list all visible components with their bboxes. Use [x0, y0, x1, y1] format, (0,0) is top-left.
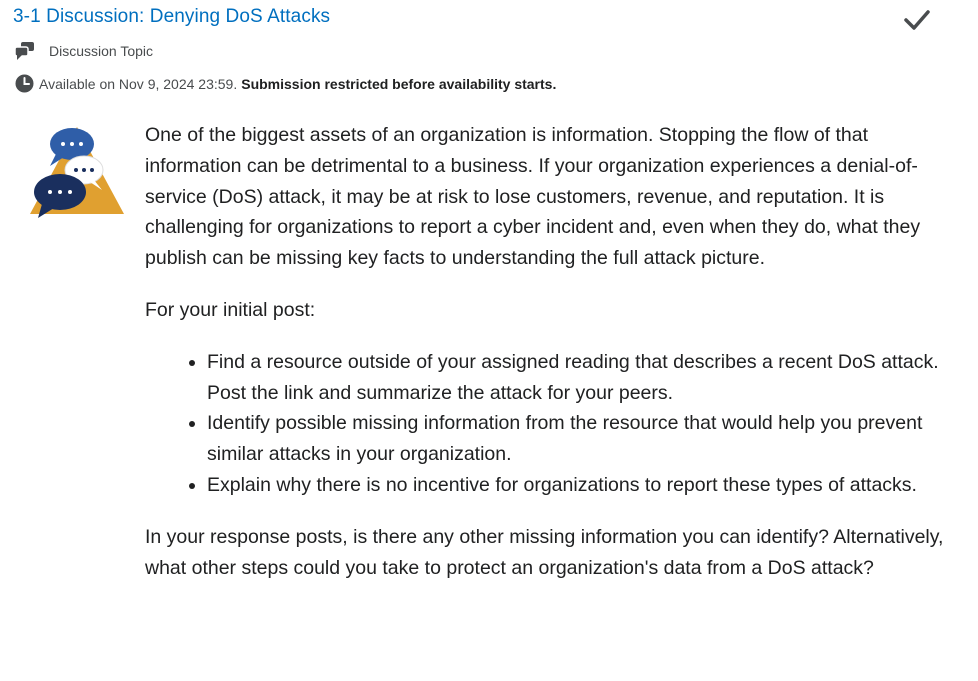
- list-item: • Find a resource outside of your assigned reading that describes a recent DoS attack. Post the link and summarize the attack for your peers.: [207, 347, 945, 409]
- availability-row: [15, 74, 556, 93]
- initial-post-heading: For your initial post:: [145, 298, 316, 321]
- discussion-illustration: [28, 124, 126, 220]
- discussion-description: [145, 120, 945, 583]
- instructions-list: [145, 347, 945, 501]
- intro-paragraph: One of the biggest assets of an organization is information. Stopping the flow of that information can be detrimental to a business. If your organization experiences a denial-of-service (DoS) attack, it may be at risk to lose customers, revenue, and reputation. It is challenging for organizations to report a cyber incident and, even when they do, what they publish can be missing key facts to understanding the full attack picture.: [145, 124, 921, 270]
- availability-date: Available on Nov 9, 2024 23:59.: [39, 75, 238, 92]
- response-paragraph: In your response posts, is there any other missing information you can identify? Alternatively, what other steps could you take to protect an organization's data from a DoS attack?: [145, 525, 944, 579]
- list-item: • Explain why there is no incentive for organizations to report these types of attacks.: [207, 470, 945, 501]
- clock-icon: [15, 74, 34, 93]
- topic-type-row: [15, 42, 153, 60]
- topic-type-label: Discussion Topic: [49, 43, 154, 59]
- list-item: • Identify possible missing information from the resource that would help you prevent similar attacks in your organization.: [207, 408, 945, 470]
- checkmark-icon: [903, 8, 931, 32]
- restriction-notice: Submission restricted before availability starts.: [241, 75, 557, 92]
- discussion-icon: [15, 42, 35, 60]
- discussion-title-link[interactable]: 3-1 Discussion: Denying DoS Attacks: [13, 6, 331, 27]
